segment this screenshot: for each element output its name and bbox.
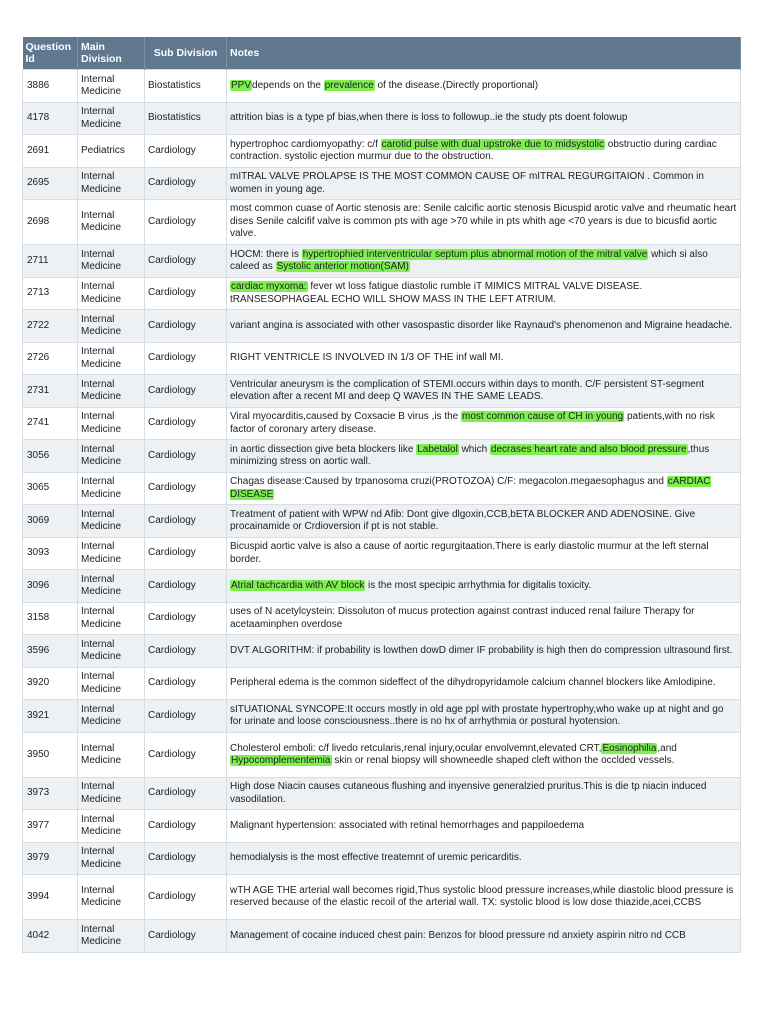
table-row: [23, 343, 741, 375]
question-id-cell: 2698: [23, 200, 78, 245]
table-header: [23, 37, 741, 70]
notes-cell: [227, 135, 741, 168]
notes-cell: [227, 278, 741, 310]
table-row: [23, 538, 741, 570]
table-row: [23, 603, 741, 635]
note-text: High dose Niacin causes cutaneous flushing and inyensive generalzied pruritus.This is die tp niacin induced vasodilation.: [230, 781, 707, 805]
note-text: skin or renal biopsy will showneedle shaped cleft withon the occlded vessels.: [331, 755, 675, 766]
main-division-cell: Internal Medicine: [78, 473, 145, 505]
table-row: [23, 570, 741, 603]
note-text: attrition bias is a type pf bias,when there is loss to followup..ie the study pts doent folowup: [230, 112, 628, 124]
highlighted-note-text: Systolic anterior motion(SAM): [276, 261, 409, 272]
notes-cell: [227, 168, 741, 200]
notes-cell: [227, 733, 741, 778]
question-id-cell: 2711: [23, 245, 78, 278]
note-text: Viral myocarditis,caused by Coxsacie B virus ,is the: [230, 411, 462, 423]
sub-division-cell: Cardiology: [145, 778, 227, 810]
note-text: which si also caleed as: [230, 248, 708, 272]
sub-division-cell: Cardiology: [145, 810, 227, 843]
note-text: mITRAL VALVE PROLAPSE IS THE MOST COMMON CAUSE OF mITRAL REGURGITAION . Common in women in young age.: [230, 171, 704, 195]
question-id-cell: 3950: [23, 733, 78, 778]
table-row: [23, 810, 741, 843]
table-row: [23, 875, 741, 920]
note-text: Malignant hypertension: associated with retinal hemorrhages and pappiloedema: [230, 819, 585, 831]
sub-division-cell: Cardiology: [145, 135, 227, 168]
notes-cell: [227, 843, 741, 875]
table-row: [23, 440, 741, 473]
main-division-cell: Internal Medicine: [78, 668, 145, 700]
main-division-cell: Internal Medicine: [78, 343, 145, 375]
note-text: Chagas disease:Caused by trpanosoma cruzi(PROTOZOA) C/F: megacolon.megaesophagus and: [230, 476, 667, 488]
notes-cell: [227, 603, 741, 635]
notes-cell: [227, 70, 741, 103]
highlighted-note-text: PPV: [231, 79, 252, 91]
sub-division-cell: Cardiology: [145, 473, 227, 505]
table-row: [23, 635, 741, 668]
notes-cell: [227, 778, 741, 810]
notes-cell: [227, 505, 741, 538]
main-division-cell: Internal Medicine: [78, 375, 145, 408]
question-id-cell: 2741: [23, 408, 78, 440]
notes-cell: [227, 700, 741, 733]
sub-division-cell: Cardiology: [145, 733, 227, 778]
note-text: fever wt loss fatigue diastolic rumble iT MIMICS MITRAL VALVE DISEASE. tRANSESOPHAGEAL ECHO WILL SHOW MASS IN THE LEFT ATRIUM.: [230, 281, 643, 305]
main-division-cell: Internal Medicine: [78, 168, 145, 200]
main-division-cell: Internal Medicine: [78, 538, 145, 570]
main-division-cell: Internal Medicine: [78, 603, 145, 635]
main-division-cell: Pediatrics: [78, 135, 145, 168]
question-id-cell: 3158: [23, 603, 78, 635]
table-row: [23, 200, 741, 245]
question-id-cell: 2695: [23, 168, 78, 200]
highlighted-note-text: hypertrophied interventricular septum plus abnormal motion of the mitral valve: [302, 248, 648, 260]
note-text: hemodialysis is the most effective treatemnt of uremic pericarditis.: [230, 852, 522, 864]
header-main-division: Main Division: [78, 37, 145, 70]
sub-division-cell: Cardiology: [145, 700, 227, 733]
sub-division-cell: Cardiology: [145, 875, 227, 920]
highlighted-note-text: most common cause of CH in young: [462, 411, 624, 423]
main-division-cell: Internal Medicine: [78, 920, 145, 953]
highlighted-note-text: cardiac myxoma:: [231, 281, 307, 293]
notes-cell: [227, 103, 741, 135]
sub-division-cell: Cardiology: [145, 603, 227, 635]
notes-cell: [227, 875, 741, 920]
note-text: is the most specipic arrhythmia for digitalis toxicity.: [365, 579, 592, 591]
main-division-cell: Internal Medicine: [78, 200, 145, 245]
table-row: [23, 733, 741, 778]
table-row: [23, 375, 741, 408]
main-division-cell: Internal Medicine: [78, 440, 145, 473]
note-text: depends on the: [252, 79, 324, 91]
note-text: Management of cocaine induced chest pain: Benzos for blood pressure nd anxiety aspirin nitro nd CCB: [230, 929, 686, 941]
sub-division-cell: Cardiology: [145, 843, 227, 875]
main-division-cell: Internal Medicine: [78, 408, 145, 440]
question-id-cell: 3886: [23, 70, 78, 103]
table-row: [23, 843, 741, 875]
question-id-cell: 3979: [23, 843, 78, 875]
table-row: [23, 505, 741, 538]
note-text: variant angina is associated with other vasospastic disorder like Raynaud's phenomenon and Migraine headache.: [230, 319, 733, 331]
table-row: [23, 700, 741, 733]
table-row: [23, 778, 741, 810]
notes-cell: [227, 375, 741, 408]
question-id-cell: 3973: [23, 778, 78, 810]
main-division-cell: Internal Medicine: [78, 278, 145, 310]
notes-cell: [227, 538, 741, 570]
notes-cell: [227, 570, 741, 603]
question-id-cell: 4042: [23, 920, 78, 953]
table-row: [23, 168, 741, 200]
table-body: [23, 70, 741, 953]
main-division-cell: Internal Medicine: [78, 843, 145, 875]
question-id-cell: 3994: [23, 875, 78, 920]
question-id-cell: 3096: [23, 570, 78, 603]
notes-cell: [227, 810, 741, 843]
question-id-cell: 3921: [23, 700, 78, 733]
notes-cell: [227, 408, 741, 440]
question-id-cell: 2713: [23, 278, 78, 310]
note-text: RIGHT VENTRICLE IS INVOLVED IN 1/3 OF THE inf wall MI.: [230, 352, 504, 364]
notes-cell: [227, 200, 741, 245]
note-text: obstructio during cardiac contraction. systolic ejection murmur due to the obstruction.: [230, 138, 717, 162]
question-id-cell: 3596: [23, 635, 78, 668]
sub-division-cell: Cardiology: [145, 168, 227, 200]
main-division-cell: Internal Medicine: [78, 505, 145, 538]
note-text: of the disease.(Directly proportional): [374, 79, 539, 91]
table-row: [23, 70, 741, 103]
note-text: HOCM: there is: [230, 248, 302, 260]
main-division-cell: Internal Medicine: [78, 875, 145, 920]
table-row: [23, 920, 741, 953]
table-row: [23, 473, 741, 505]
notes-cell: [227, 343, 741, 375]
sub-division-cell: Cardiology: [145, 278, 227, 310]
question-notes-table: [22, 37, 741, 953]
notes-sheet: [22, 37, 740, 953]
highlighted-note-text: Eosinophilia: [602, 742, 657, 754]
sub-division-cell: Cardiology: [145, 668, 227, 700]
question-id-cell: 2691: [23, 135, 78, 168]
header-sub-division: Sub Division: [145, 37, 227, 70]
sub-division-cell: Cardiology: [145, 538, 227, 570]
table-row: [23, 278, 741, 310]
main-division-cell: Internal Medicine: [78, 570, 145, 603]
sub-division-cell: Cardiology: [145, 245, 227, 278]
note-text: Bicuspid aortic valve is also a cause of aortic regurgitaation.There is early diastolic murmur at the left sternal border.: [230, 541, 709, 565]
main-division-cell: Internal Medicine: [78, 70, 145, 103]
table-row: [23, 135, 741, 168]
main-division-cell: Internal Medicine: [78, 245, 145, 278]
main-division-cell: Internal Medicine: [78, 733, 145, 778]
sub-division-cell: Cardiology: [145, 505, 227, 538]
note-text: sITUATIONAL SYNCOPE:It occurs mostly in old age ppl with prostate hypertrophy,who wake up at night and go for urinate and loose consciousness..there is no hx of arrhythmia or postural hyotension.: [230, 703, 724, 727]
header-question-id: Question Id: [23, 37, 78, 70]
sub-division-cell: Biostatistics: [145, 103, 227, 135]
sub-division-cell: Cardiology: [145, 920, 227, 953]
highlighted-note-text: Hypocomplementemia: [231, 755, 331, 766]
sub-division-cell: Cardiology: [145, 440, 227, 473]
notes-cell: [227, 635, 741, 668]
question-id-cell: 3920: [23, 668, 78, 700]
note-text: ,thus minimizing stress on aortic wall.: [230, 443, 710, 467]
main-division-cell: Internal Medicine: [78, 778, 145, 810]
sub-division-cell: Biostatistics: [145, 70, 227, 103]
notes-cell: [227, 245, 741, 278]
sub-division-cell: Cardiology: [145, 310, 227, 343]
note-text: hypertrophoc cardiomyopathy: c/f: [230, 138, 381, 150]
table-row: [23, 103, 741, 135]
note-text: in aortic dissection give beta blockers like: [230, 443, 417, 455]
highlighted-note-text: Labetalol: [417, 443, 458, 455]
note-text: uses of N acetylcystein: Dissoluton of mucus protection against contrast induced renal failure Therapy for acetaaminphen overdose: [230, 606, 695, 630]
question-id-cell: 4178: [23, 103, 78, 135]
sub-division-cell: Cardiology: [145, 343, 227, 375]
notes-cell: [227, 920, 741, 953]
question-id-cell: 3093: [23, 538, 78, 570]
table-row: [23, 408, 741, 440]
question-id-cell: 3056: [23, 440, 78, 473]
note-text: Ventricular aneurysm is the complication of STEMI.occurs within days to month. C/F persistent ST-segment elevation after a recent MI and deep Q WAVES IN THE SAME LEADS.: [230, 378, 705, 402]
highlighted-note-text: carotid pulse with dual upstroke due to midsystolic: [381, 138, 604, 150]
note-text: patients,with no risk factor of coronary artery disease.: [230, 411, 715, 435]
main-division-cell: Internal Medicine: [78, 700, 145, 733]
question-id-cell: 2731: [23, 375, 78, 408]
question-id-cell: 3065: [23, 473, 78, 505]
table-row: [23, 245, 741, 278]
note-text: most common cuase of Aortic stenosis are: Senile calcific aortic stenosis Bicuspid arotic valve and rheumatic heart dises Senile calcifif valve is common pts with age >70 while in pts whith age <70 years is due to bicusfid aortic valve.: [230, 203, 737, 240]
question-id-cell: 3069: [23, 505, 78, 538]
sub-division-cell: Cardiology: [145, 375, 227, 408]
notes-cell: [227, 440, 741, 473]
main-division-cell: Internal Medicine: [78, 810, 145, 843]
notes-cell: [227, 668, 741, 700]
notes-cell: [227, 310, 741, 343]
note-text: ,and: [657, 742, 677, 754]
main-division-cell: Internal Medicine: [78, 635, 145, 668]
note-text: which: [458, 443, 490, 455]
header-row: [23, 37, 741, 70]
table-row: [23, 668, 741, 700]
highlighted-note-text: Atrial tachcardia with AV block: [231, 579, 365, 591]
main-division-cell: Internal Medicine: [78, 310, 145, 343]
header-notes: Notes: [227, 37, 741, 70]
note-text: Peripheral edema is the common sideffect of the dihydropyridamole calcium channel blockers like Amlodipine.: [230, 677, 716, 689]
sub-division-cell: Cardiology: [145, 570, 227, 603]
main-division-cell: Internal Medicine: [78, 103, 145, 135]
highlighted-note-text: cARDIAC DISEASE: [230, 476, 711, 500]
note-text: Treatment of patient with WPW nd Afib: Dont give dlgoxin,CCB,bETA BLOCKER AND ADENOSINE. Give procainamide or Crdioversion if pt is not stable.: [230, 508, 696, 532]
highlighted-note-text: prevalence: [324, 79, 374, 91]
sub-division-cell: Cardiology: [145, 408, 227, 440]
question-id-cell: 2726: [23, 343, 78, 375]
notes-cell: [227, 473, 741, 505]
table-row: [23, 310, 741, 343]
highlighted-note-text: decrases heart rate and also blood pressure: [490, 443, 687, 455]
sub-division-cell: Cardiology: [145, 200, 227, 245]
note-text: wTH AGE THE arterial wall becomes rigid,Thus systolic blood pressure increases,while diastolic blood pressure is reserved because of the elastic recoil of the arterial wall. TX: systolic blood is low dose thiazide,acei,CCBS: [230, 884, 734, 908]
note-text: DVT ALGORITHM: if probability is lowthen dowD dimer IF probability is high then do compression ultrasound first.: [230, 644, 733, 656]
note-text: Cholesterol emboli: c/f livedo retcularis,renal injury,ocular envolvemnt,elevated CRT,: [230, 742, 602, 754]
question-id-cell: 2722: [23, 310, 78, 343]
sub-division-cell: Cardiology: [145, 635, 227, 668]
question-id-cell: 3977: [23, 810, 78, 843]
